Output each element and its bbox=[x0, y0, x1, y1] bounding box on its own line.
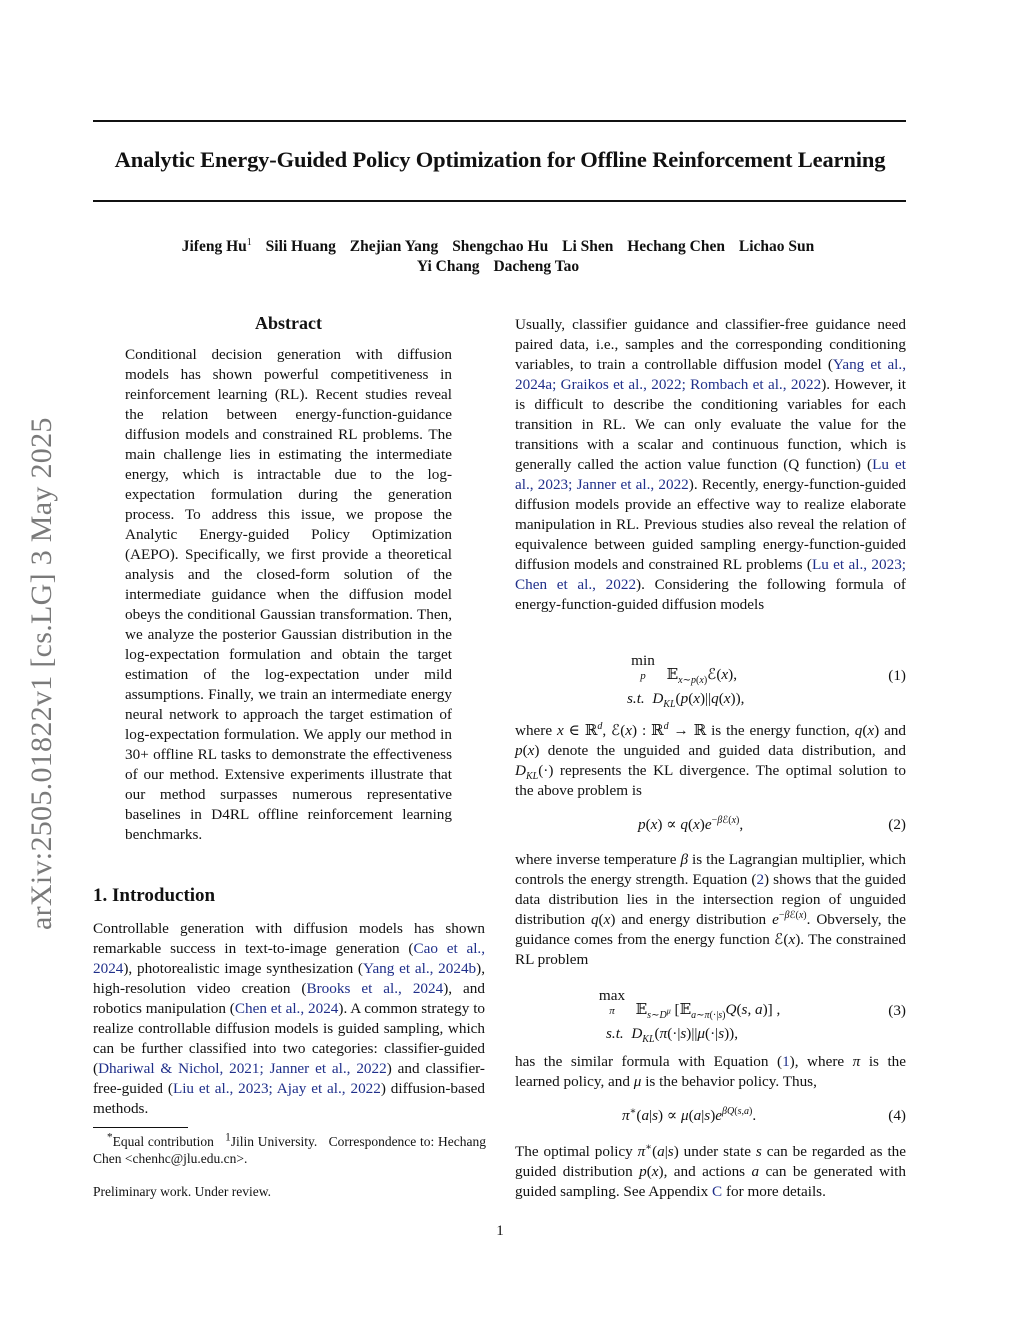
citation-link[interactable]: Yang et al., 2024a; Graikos et al., 2022; Rombach et al., 2022 bbox=[515, 356, 906, 393]
citation-link[interactable]: Cao et al., 2024 bbox=[93, 940, 486, 977]
right-column-paragraph-3: where inverse temperature β is the Lagrangian multiplier, which controls the energy strength. Equation (2) shows that the guided data distribution lies in the intersection region of unguided distribution q(x) and energy distribution $e^{-\beta ℰ(x)}$. Obversely, the guidance comes from the energy function ℰ(x). The constrained RL problem bbox=[515, 851, 907, 968]
author-name: Zhejian Yang bbox=[349, 238, 439, 255]
author-name: Sili Huang bbox=[265, 238, 336, 255]
abstract-text: Conditional decision generation with diffusion models has shown powerful competitiveness in reinforcement learning (RL). Recent studies reveal the relation between energy-function-guidance diffusion models and constrained RL problems. The main challenge lies in estimating the intermediate energy, which is intractable due to the log-expectation formulation during the generation process. To address this issue, we propose the Analytic Energy-guided Policy Optimization (AEPO). Specifically, we first provide a theoretical analysis and the closed-form solution of the intermediate guidance when the diffusion model obeys the conditional Gaussian transformation. Then, we analyze the posterior Gaussian distribution in the log-expectation formulation and obtain the target estimation of the log-expectation under mild assumptions. Finally, we train an intermediate energy neural network to approach the target estimation of log-expectation formulation. We apply our method in 30+ offline RL tasks to demonstrate the effectiveness of our method. Extensive experiments illustrate that our method surpasses numerous representative baselines in D4RL offline reinforcement learning benchmarks. bbox=[125, 346, 452, 843]
equation-number: (4) bbox=[888, 1107, 906, 1124]
author-name: Li Shen bbox=[562, 238, 614, 255]
equation-2: $p(x) \propto q(x)e^{-\beta ℰ(x)}$, bbox=[638, 814, 744, 833]
citation-link[interactable]: Lu et al., 2023; Chen et al., 2022 bbox=[515, 556, 907, 593]
author-name: Hechang Chen bbox=[627, 238, 725, 255]
equation-number: (3) bbox=[888, 1002, 906, 1019]
right-column-paragraph-2: where x ∈ ℝ$^d$, ℰ(x) : ℝ$^d$ → ℝ is the energy function, q(x) and p(x) denote the unguided and guided data distribution, and $D_{KL}(\cdot)$ represents the KL divergence. The optimal solution to the above problem is bbox=[515, 720, 906, 799]
citation-link[interactable]: Lu et al., 2023; Janner et al., 2022 bbox=[515, 456, 906, 493]
author-name: Yi Chang bbox=[416, 258, 480, 275]
citation-link[interactable]: Chen et al., 2024 bbox=[234, 1000, 339, 1017]
appendix-reference-link[interactable]: C bbox=[712, 1183, 723, 1200]
equation-1: min p 𝔼$_{x\sim p(x)}$ℰ(x), s.t. $D_{KL}(p(x)||q(x))$, bbox=[627, 652, 745, 711]
author-list-line-1 bbox=[150, 238, 846, 256]
review-status-note: Preliminary work. Under review. bbox=[93, 1184, 271, 1199]
right-column-paragraph-5: The optimal policy π∗(a|s) under state s can be regarded as the guided distribution p(x), and actions a can be generated with guided sampling. See Appendix C for more details. bbox=[515, 1141, 907, 1200]
equation-reference-link[interactable]: 2 bbox=[756, 871, 765, 888]
citation-link[interactable]: Yang et al., 2024b bbox=[363, 960, 477, 977]
equation-reference-link[interactable]: 1 bbox=[782, 1053, 790, 1070]
introduction-paragraph: Controllable generation with diffusion models has shown remarkable success in text-to-image generation (Cao et al., 2024), photorealistic image synthesization (Yang et al., 2024b), high-resolution video creation (Brooks et al., 2024), and robotics manipulation (Chen et al., 2024). A common strategy to realize controllable diffusion models is guided sampling, which can be further classified into two categories: classifier-guided (Dhariwal & Nichol, 2021; Janner et al., 2022) and classifier-free-guided (Liu et al., 2023; Ajay et al., 2022) diffusion-based methods. bbox=[93, 920, 486, 1117]
equation-3: max π 𝔼$_{s\sim D^\mu}$ [𝔼$_{a\sim\pi(\cdot|s)}$Q(s, a)] , s.t. $D_{KL}(\pi(\cdot|s)||\mu(\cdot|s))$, bbox=[598, 987, 781, 1046]
author-list-line-2 bbox=[150, 258, 846, 276]
right-column-paragraph-4: has the similar formula with Equation (1), where π is the learned policy, and μ is the behavior policy. Thus, bbox=[515, 1053, 907, 1090]
equation-4: $\pi^∗(a|s) \propto \mu(a|s)e^{\beta Q(s,a)}$. bbox=[622, 1105, 757, 1124]
citation-link[interactable]: Brooks et al., 2024 bbox=[306, 980, 444, 997]
abstract-body bbox=[125, 345, 452, 845]
equation-number: (2) bbox=[888, 816, 906, 833]
author-name: Shengchao Hu bbox=[452, 238, 549, 255]
citation-link[interactable]: Dhariwal & Nichol, 2021; Janner et al., 2022 bbox=[98, 1060, 387, 1077]
section-heading-introduction: 1. Introduction bbox=[93, 885, 216, 906]
author-name: Jifeng Hu$^1$ bbox=[181, 236, 252, 255]
citation-link[interactable]: Liu et al., 2023; Ajay et al., 2022 bbox=[172, 1080, 381, 1097]
author-name: Dacheng Tao bbox=[493, 258, 580, 275]
equation-number: (1) bbox=[888, 667, 906, 684]
arxiv-identifier-stamp: arXiv:2505.01822v1 [cs.LG] 3 May 2025 bbox=[25, 417, 58, 930]
top-rule bbox=[93, 120, 906, 122]
title-bottom-rule bbox=[93, 200, 906, 202]
author-name: Lichao Sun bbox=[738, 238, 815, 255]
page-number: 1 bbox=[496, 1223, 504, 1239]
right-column-paragraph-1: Usually, classifier guidance and classifier-free guidance need paired data, i.e., samples and the corresponding conditioning variables, to train a controllable diffusion model (Yang et al., 2024a; Graikos et al., 2022; Rombach et al., 2022). However, it is difficult to describe the conditioning variables for each transition in RL. We can only evaluate the value for the transitions with a scalar and continuous function, which is generally called the action value function (Q function) (Lu et al., 2023; Janner et al., 2022). Recently, energy-function-guided diffusion models provide an effective way to realize elaborate manipulation in RL. Previous studies also reveal the relation of equivalence between guided sampling energy-function-guided diffusion models and constrained RL problems (Lu et al., 2023; Chen et al., 2022). Considering the following formula of energy-function-guided diffusion models bbox=[515, 316, 907, 613]
footnote: *Equal contribution $^1$Jilin University. Correspondence to: Hechang Chen <chenhc@jlu.edu.cn>. bbox=[93, 1131, 487, 1166]
abstract-heading: Abstract bbox=[255, 313, 322, 333]
footnote-rule bbox=[93, 1127, 188, 1128]
paper-title: Analytic Energy-Guided Policy Optimization for Offline Reinforcement Learning bbox=[114, 147, 886, 172]
